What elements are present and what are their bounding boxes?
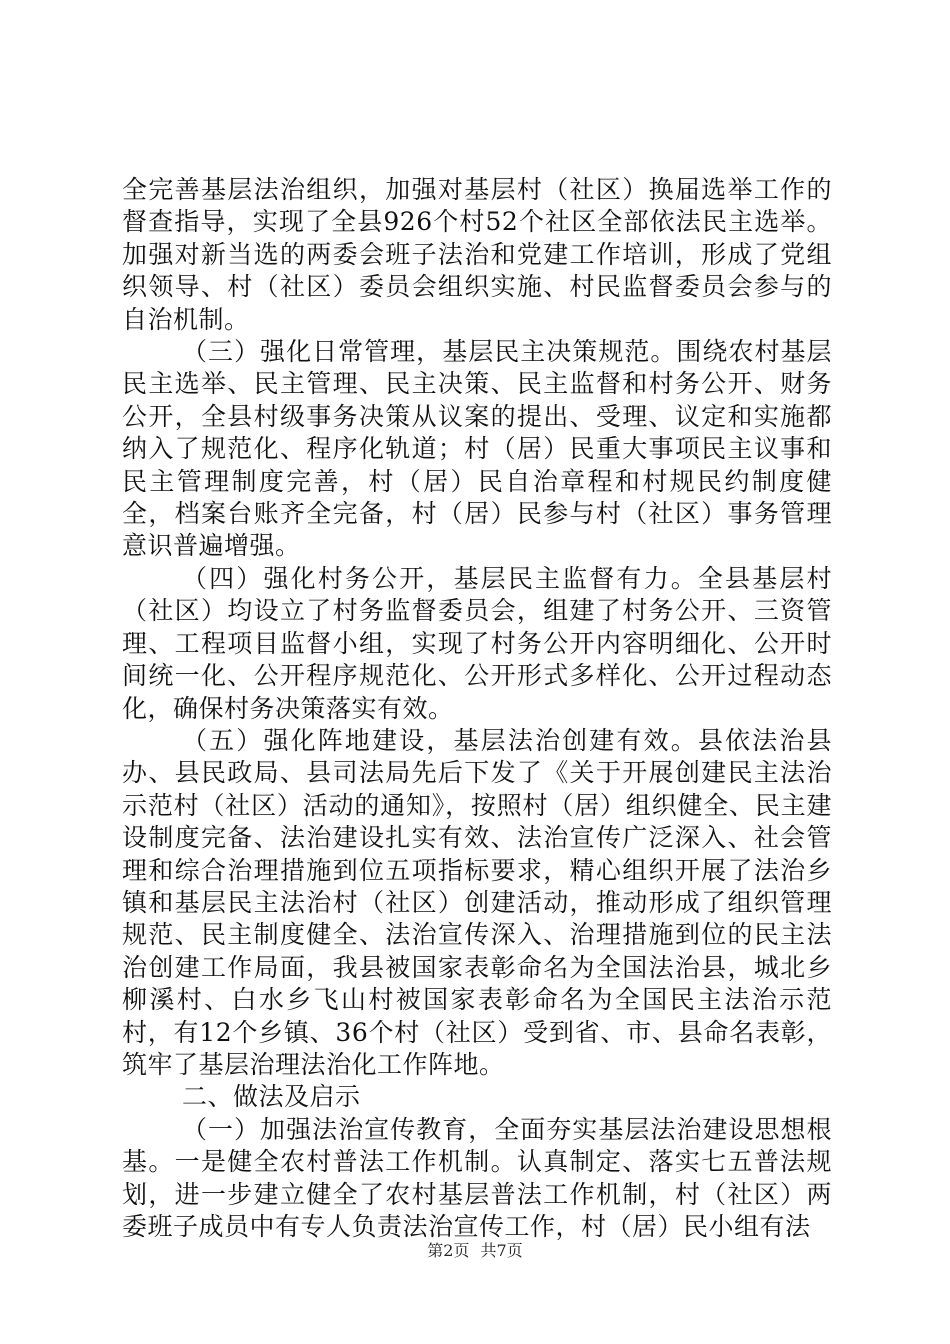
paragraph-practice-1: （一）加强法治宣传教育，全面夯实基层法治建设思想根基。一是健全农村普法工作机制。认真制定、落实七五普法规划，进一步建立健全了农村基层普法工作机制，村（社区）两委班子成员中有专人负责法治宣传工作，村（居）民小组有法	[122, 1114, 832, 1241]
paragraph-continuation: 全完善基层法治组织，加强对基层村（社区）换届选举工作的督查指导，实现了全县926个村52个社区全部依法民主选举。加强对新当选的两委会班子法治和党建工作培训，形成了党组织领导、村（社区）委员会组织实施、村民监督委员会参与的自治机制。	[122, 175, 832, 334]
paragraph-section-3: （三）强化日常管理，基层民主决策规范。围绕农村基层民主选举、民主管理、民主决策、民主监督和村务公开、财务公开，全县村级事务决策从议案的提出、受理、议定和实施都纳入了规范化、程序化轨道；村（居）民重大事项民主议事和民主管理制度完善，村（居）民自治章程和村规民约制度健全，档案台账齐全完备，村（居）民参与村（社区）事务管理意识普遍增强。	[122, 337, 832, 561]
document-body	[122, 174, 832, 1243]
page-number: 第2页	[427, 1241, 470, 1260]
paragraph-section-5: （五）强化阵地建设，基层法治创建有效。县依法治县办、县民政局、县司法局先后下发了《关于开展创建民主法治示范村（社区）活动的通知》，按照村（居）组织健全、民主建设制度完备、法治建设扎实有效、法治宣传广泛深入、社会管理和综合治理措施到位五项指标要求，精心组织开展了法治乡镇和基层民主法治村（社区）创建活动，推动形成了组织管理规范、民主制度健全、法治宣传深入、治理措施到位的民主法治创建工作局面，我县被国家表彰命名为全国法治县，城北乡柳溪村、白水乡飞山村被国家表彰命名为全国民主法治示范村，有12个乡镇、36个村（社区）受到省、市、县命名表彰，筑牢了基层治理法治化工作阵地。	[122, 725, 832, 1079]
page-footer	[0, 1238, 950, 1261]
paragraph-section-4: （四）强化村务公开，基层民主监督有力。全县基层村（社区）均设立了村务监督委员会，组建了村务公开、三资管理、工程项目监督小组，实现了村务公开内容明细化、公开时间统一化、公开程序规范化、公开形式多样化、公开过程动态化，确保村务决策落实有效。	[122, 563, 832, 723]
page-total: 共7页	[480, 1241, 523, 1260]
section-heading: 二、做法及启示	[182, 1082, 361, 1112]
